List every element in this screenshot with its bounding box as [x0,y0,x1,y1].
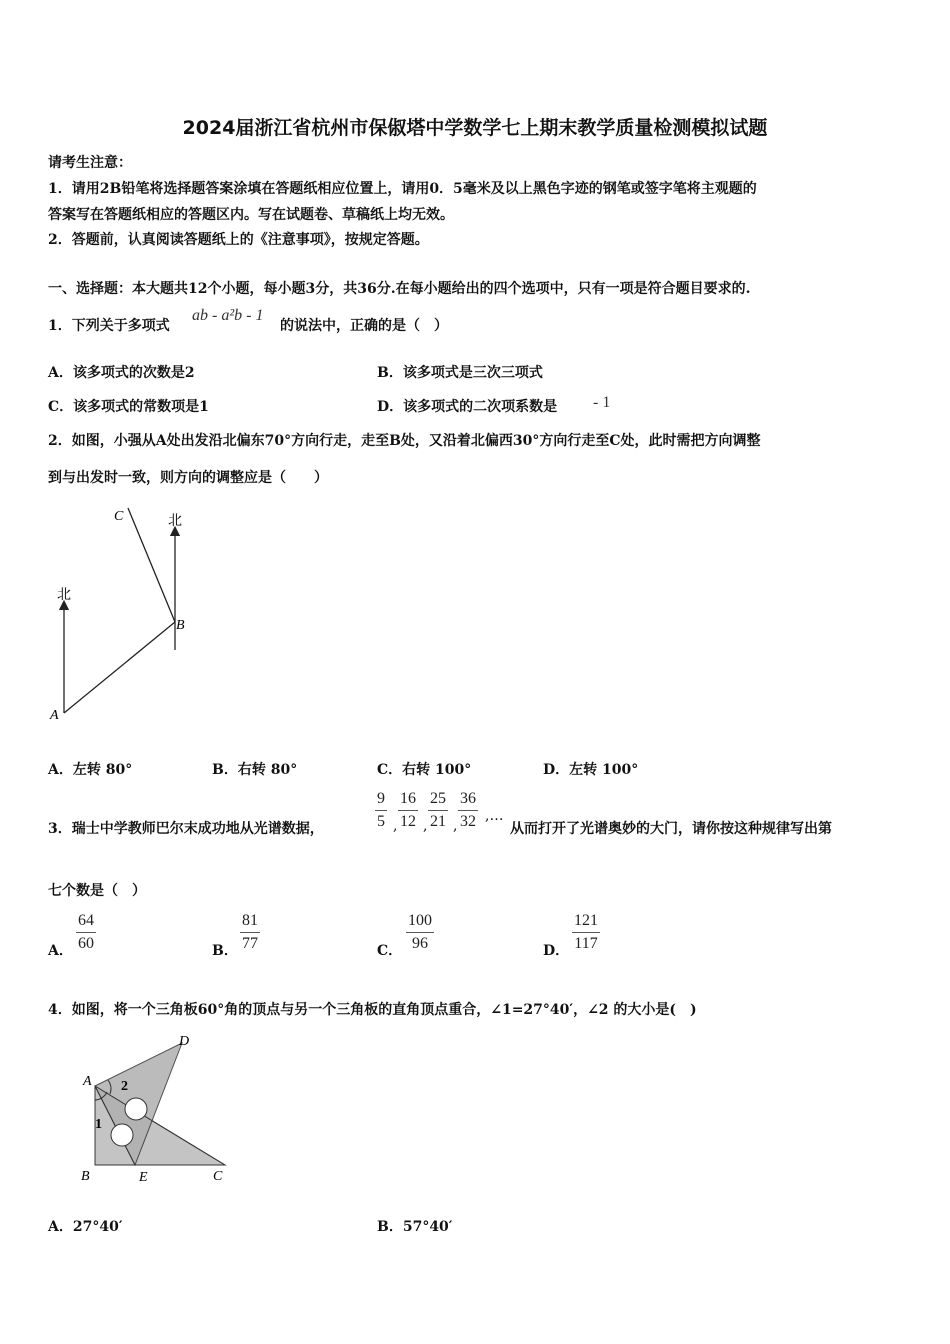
q4-option-a: A．27°40′ [48,1219,123,1235]
q4-option-b: B．57°40′ [377,1219,453,1235]
q3-fraction [375,790,387,831]
q3-option-a-fraction [76,912,96,953]
path-ab [64,622,175,713]
q3-option-b-fraction [240,912,260,953]
north-label-b: 北 [168,514,182,529]
notice-heading: 请考生注意： [48,155,132,171]
q1-option-d: D．该多项式的二次项系数是 [377,399,558,415]
point-b-label: B [176,618,185,633]
fraction-denominator: 60 [78,935,94,952]
q1-option-b: B．该多项式是三次三项式 [377,365,543,381]
fraction-denominator: 117 [574,935,598,952]
fraction-denominator: 21 [430,813,446,830]
fraction-numerator: 100 [406,912,434,933]
notice-line-2: 2．答题前，认真阅读答题纸上的《注意事项》，按规定答题。 [48,232,429,248]
q4-stem: 4．如图，将一个三角板60°角的顶点与另一个三角板的直角顶点重合，∠1=27°40′，∠2 的大小是( ) [48,1002,697,1018]
q1-stem-after: 的说法中，正确的是（ ） [280,318,448,334]
fraction-denominator: 5 [377,813,385,830]
notice-line-1b: 答案写在答题纸相应的答题区内。写在试题卷、草稿纸上均无效。 [48,207,454,223]
q2-option-d: D．左转 100° [543,762,639,778]
q2-direction-figure [45,495,205,730]
q3-fraction [458,790,478,831]
q4-triangle-figure [75,1028,240,1188]
fraction-numerator: 121 [572,912,600,933]
fraction-numerator: 25 [428,790,448,811]
point-c-label: C [114,509,124,524]
q3-ellipsis: ,… [485,808,504,824]
q3-option-c-label: C． [377,943,403,959]
fraction-denominator: 77 [242,935,258,952]
point-e-label: E [139,1170,148,1185]
q1-stem-before: 1．下列关于多项式 [48,318,170,334]
q3-stem-line-2: 七个数是（ ） [48,883,146,899]
q2-option-b: B．右转 80° [212,762,298,778]
fraction-numerator: 36 [458,790,478,811]
q3-option-c-fraction [406,912,434,953]
triangle-hole [111,1124,133,1146]
q3-fraction [398,790,418,831]
angle-2-label: 2 [121,1079,128,1094]
fraction-numerator: 9 [375,790,387,811]
q1-option-c: C．该多项式的常数项是1 [48,399,209,415]
q3-stem-before: 3．瑞士中学教师巴尔末成功地从光谱数据， [48,821,324,837]
q3-stem-after: 从而打开了光谱奥妙的大门，请你按这种规律写出第 [510,821,832,837]
fraction-numerator: 81 [240,912,260,933]
q1-polynomial: ab - a²b - 1 [192,307,264,324]
q3-fraction [428,790,448,831]
fraction-denominator: 96 [412,935,428,952]
q2-stem-line-2: 到与出发时一致，则方向的调整应是（ ） [48,470,328,486]
q3-option-d-label: D． [543,943,570,959]
angle-1-label: 1 [95,1117,102,1132]
q3-option-a-label: A． [48,943,73,959]
north-label-a: 北 [57,588,71,603]
page-title: 2024届浙江省杭州市保俶塔中学数学七上期末教学质量检测模拟试题 [182,117,768,139]
fraction-denominator: 12 [400,813,416,830]
q1-option-a: A．该多项式的次数是2 [48,365,195,381]
q3-option-d-fraction [572,912,600,953]
fraction-numerator: 64 [76,912,96,933]
fraction-denominator: 32 [460,813,476,830]
point-a-label: A [50,708,59,723]
notice-line-1: 1．请用2B铅笔将选择题答案涂填在答题纸相应位置上，请用0．5毫米及以上黑色字迹的钢笔或签字笔将主观题的 [48,181,757,197]
fraction-numerator: 16 [398,790,418,811]
point-b-label: B [81,1169,90,1184]
point-d-label: D [179,1034,190,1049]
point-c-label: C [213,1169,223,1184]
q3-option-b-label: B． [212,943,238,959]
q2-option-a: A．左转 80° [48,762,133,778]
section-heading: 一、选择题：本大题共12个小题，每小题3分，共36分.在每小题给出的四个选项中，只有一项是符合题目要求的. [48,281,751,297]
q2-stem-line-1: 2．如图，小强从A处出发沿北偏东70°方向行走，走至B处，又沿着北偏西30°方向行走至C处，此时需把方向调整 [48,433,761,449]
point-a-label: A [83,1074,92,1089]
triangle-hole [125,1098,147,1120]
q1-option-d-value: - 1 [593,394,611,411]
q2-option-c: C．右转 100° [377,762,472,778]
